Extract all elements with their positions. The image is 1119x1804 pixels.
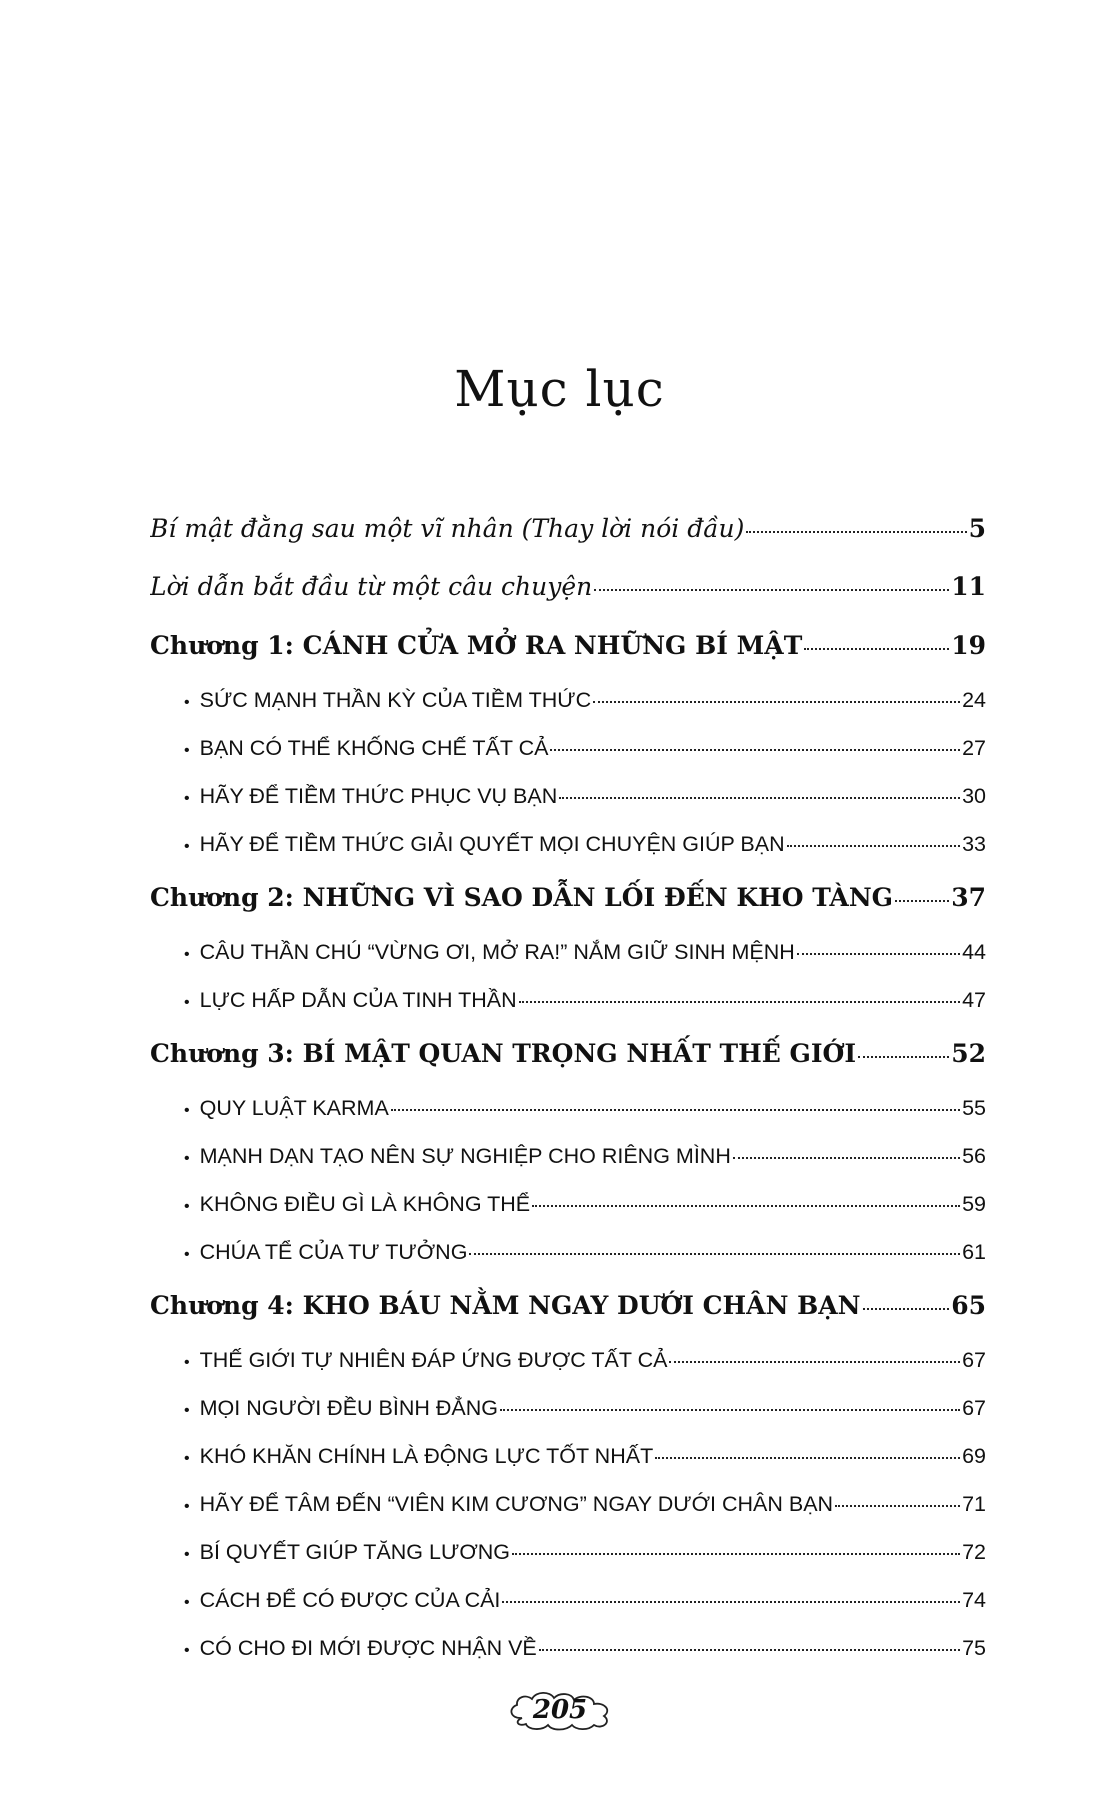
toc-entry-title: QUY LUẬT KARMA (199, 1096, 389, 1120)
toc-chapter-entry (150, 868, 986, 928)
toc-intro-entry (150, 558, 986, 616)
page-number: 205 (532, 1695, 588, 1725)
toc-entry-page: 72 (962, 1540, 986, 1564)
dot-leader (797, 952, 960, 955)
toc-entry-title: Chương 1: CÁNH CỬA MỞ RA NHỮNG BÍ MẬT (150, 631, 803, 660)
toc-entry-title: HÃY ĐỂ TIỀM THỨC PHỤC VỤ BẠN (199, 784, 558, 808)
toc-entry-page: 67 (962, 1348, 986, 1372)
toc-entry-page: 52 (951, 1039, 986, 1068)
toc-section-entry (150, 1132, 986, 1180)
table-of-contents (150, 500, 986, 1672)
toc-section-entry (150, 1480, 986, 1528)
page-number-ornament (504, 1688, 616, 1732)
toc-entry-page: 65 (951, 1291, 986, 1320)
bullet-icon: • (184, 1198, 190, 1215)
toc-entry-page: 47 (962, 988, 986, 1012)
toc-section-entry (150, 1528, 986, 1576)
bullet-icon: • (184, 1642, 190, 1659)
bullet-icon: • (184, 946, 190, 963)
toc-section-entry (150, 1384, 986, 1432)
toc-entry-title: LỰC HẤP DẪN CỦA TINH THẦN (199, 988, 517, 1012)
toc-entry-page: 55 (962, 1096, 986, 1120)
toc-section-entry (150, 976, 986, 1024)
toc-section-entry (150, 772, 986, 820)
bullet-icon: • (184, 838, 190, 855)
toc-entry-title: Chương 3: BÍ MẬT QUAN TRỌNG NHẤT THẾ GIỚI (150, 1039, 857, 1068)
bullet-icon: • (184, 790, 190, 807)
toc-section-entry (150, 928, 986, 976)
toc-section-entry (150, 1432, 986, 1480)
toc-entry-title: Lời dẫn bắt đầu từ một câu chuyện (150, 572, 593, 601)
toc-entry-title: CHÚA TỂ CỦA TƯ TƯỞNG (199, 1240, 468, 1264)
bullet-icon: • (184, 1246, 190, 1263)
toc-entry-title: MẠNH DẠN TẠO NÊN SỰ NGHIỆP CHO RIÊNG MÌNH (199, 1144, 731, 1168)
toc-entry-page: 30 (962, 784, 986, 808)
toc-entry-page: 75 (962, 1636, 986, 1660)
toc-entry-page: 11 (951, 572, 986, 601)
toc-entry-title: KHÓ KHĂN CHÍNH LÀ ĐỘNG LỰC TỐT NHẤT (199, 1444, 654, 1468)
toc-section-entry (150, 1336, 986, 1384)
bullet-icon: • (184, 1450, 190, 1467)
bullet-icon: • (184, 742, 190, 759)
toc-chapter-entry (150, 1024, 986, 1084)
toc-entry-title: MỌI NGƯỜI ĐỀU BÌNH ĐẲNG (199, 1396, 499, 1420)
toc-entry-page: 71 (962, 1492, 986, 1516)
bullet-icon: • (184, 694, 190, 711)
dot-leader (733, 1156, 960, 1159)
dot-leader (858, 1055, 949, 1058)
toc-entry-title: BÍ QUYẾT GIÚP TĂNG LƯƠNG (199, 1540, 511, 1564)
dot-leader (469, 1252, 960, 1255)
toc-section-entry (150, 1180, 986, 1228)
toc-entry-title: HÃY ĐỂ TÂM ĐẾN “VIÊN KIM CƯƠNG” NGAY DƯỚI CHÂN BẠN (199, 1492, 834, 1516)
bullet-icon: • (184, 1354, 190, 1371)
toc-entry-page: 24 (962, 688, 986, 712)
dot-leader (532, 1204, 960, 1207)
bullet-icon: • (184, 1150, 190, 1167)
dot-leader (559, 796, 960, 799)
toc-entry-title: HÃY ĐỂ TIỀM THỨC GIẢI QUYẾT MỌI CHUYỆN GIÚP BẠN (199, 832, 785, 856)
bullet-icon: • (184, 1594, 190, 1611)
toc-intro-entry (150, 500, 986, 558)
toc-entry-page: 74 (962, 1588, 986, 1612)
bullet-icon: • (184, 1498, 190, 1515)
toc-section-entry (150, 1084, 986, 1132)
dot-leader (500, 1408, 960, 1411)
toc-section-entry (150, 676, 986, 724)
toc-section-entry (150, 1228, 986, 1276)
toc-chapter-entry (150, 616, 986, 676)
toc-section-entry (150, 724, 986, 772)
dot-leader (550, 748, 960, 751)
toc-entry-page: 27 (962, 736, 986, 760)
toc-entry-page: 56 (962, 1144, 986, 1168)
toc-entry-title: KHÔNG ĐIỀU GÌ LÀ KHÔNG THỂ (199, 1192, 531, 1216)
bullet-icon: • (184, 1102, 190, 1119)
toc-entry-page: 69 (962, 1444, 986, 1468)
dot-leader (746, 530, 966, 533)
toc-entry-page: 59 (962, 1192, 986, 1216)
dot-leader (835, 1504, 960, 1507)
toc-entry-title: THẾ GIỚI TỰ NHIÊN ĐÁP ỨNG ĐƯỢC TẤT CẢ (199, 1348, 668, 1372)
toc-entry-title: Chương 4: KHO BÁU NẰM NGAY DƯỚI CHÂN BẠN (150, 1291, 861, 1320)
bullet-icon: • (184, 1402, 190, 1419)
toc-entry-title: Chương 2: NHỮNG VÌ SAO DẪN LỐI ĐẾN KHO TÀNG (150, 883, 894, 912)
dot-leader (594, 588, 949, 591)
dot-leader (512, 1552, 960, 1555)
toc-entry-title: SỨC MẠNH THẦN KỲ CỦA TIỀM THỨC (199, 688, 592, 712)
toc-section-entry (150, 1576, 986, 1624)
toc-entry-title: Bí mật đằng sau một vĩ nhân (Thay lời nói đầu) (150, 514, 745, 543)
bullet-icon: • (184, 994, 190, 1011)
toc-entry-page: 61 (962, 1240, 986, 1264)
toc-entry-page: 37 (951, 883, 986, 912)
dot-leader (502, 1600, 960, 1603)
dot-leader (391, 1108, 960, 1111)
toc-chapter-entry (150, 1276, 986, 1336)
toc-section-entry (150, 820, 986, 868)
toc-entry-page: 67 (962, 1396, 986, 1420)
toc-entry-title: CÓ CHO ĐI MỚI ĐƯỢC NHẬN VỀ (199, 1636, 537, 1660)
toc-entry-page: 44 (962, 940, 986, 964)
dot-leader (539, 1648, 960, 1651)
dot-leader (895, 899, 949, 902)
dot-leader (787, 844, 960, 847)
toc-entry-title: CÂU THẦN CHÚ “VỪNG ƠI, MỞ RA!” NẮM GIỮ SINH MỆNH (199, 940, 795, 964)
toc-entry-title: CÁCH ĐỂ CÓ ĐƯỢC CỦA CẢI (199, 1588, 501, 1612)
toc-entry-page: 5 (968, 514, 986, 543)
dot-leader (655, 1456, 960, 1459)
toc-entry-page: 19 (951, 631, 986, 660)
toc-entry-title: BẠN CÓ THỂ KHỐNG CHẾ TẤT CẢ (199, 736, 549, 760)
bullet-icon: • (184, 1546, 190, 1563)
dot-leader (519, 1000, 960, 1003)
dot-leader (669, 1360, 960, 1363)
toc-entry-page: 33 (962, 832, 986, 856)
dot-leader (804, 647, 949, 650)
page-title: Mục lục (454, 360, 665, 418)
toc-section-entry (150, 1624, 986, 1672)
dot-leader (863, 1307, 950, 1310)
dot-leader (593, 700, 960, 703)
